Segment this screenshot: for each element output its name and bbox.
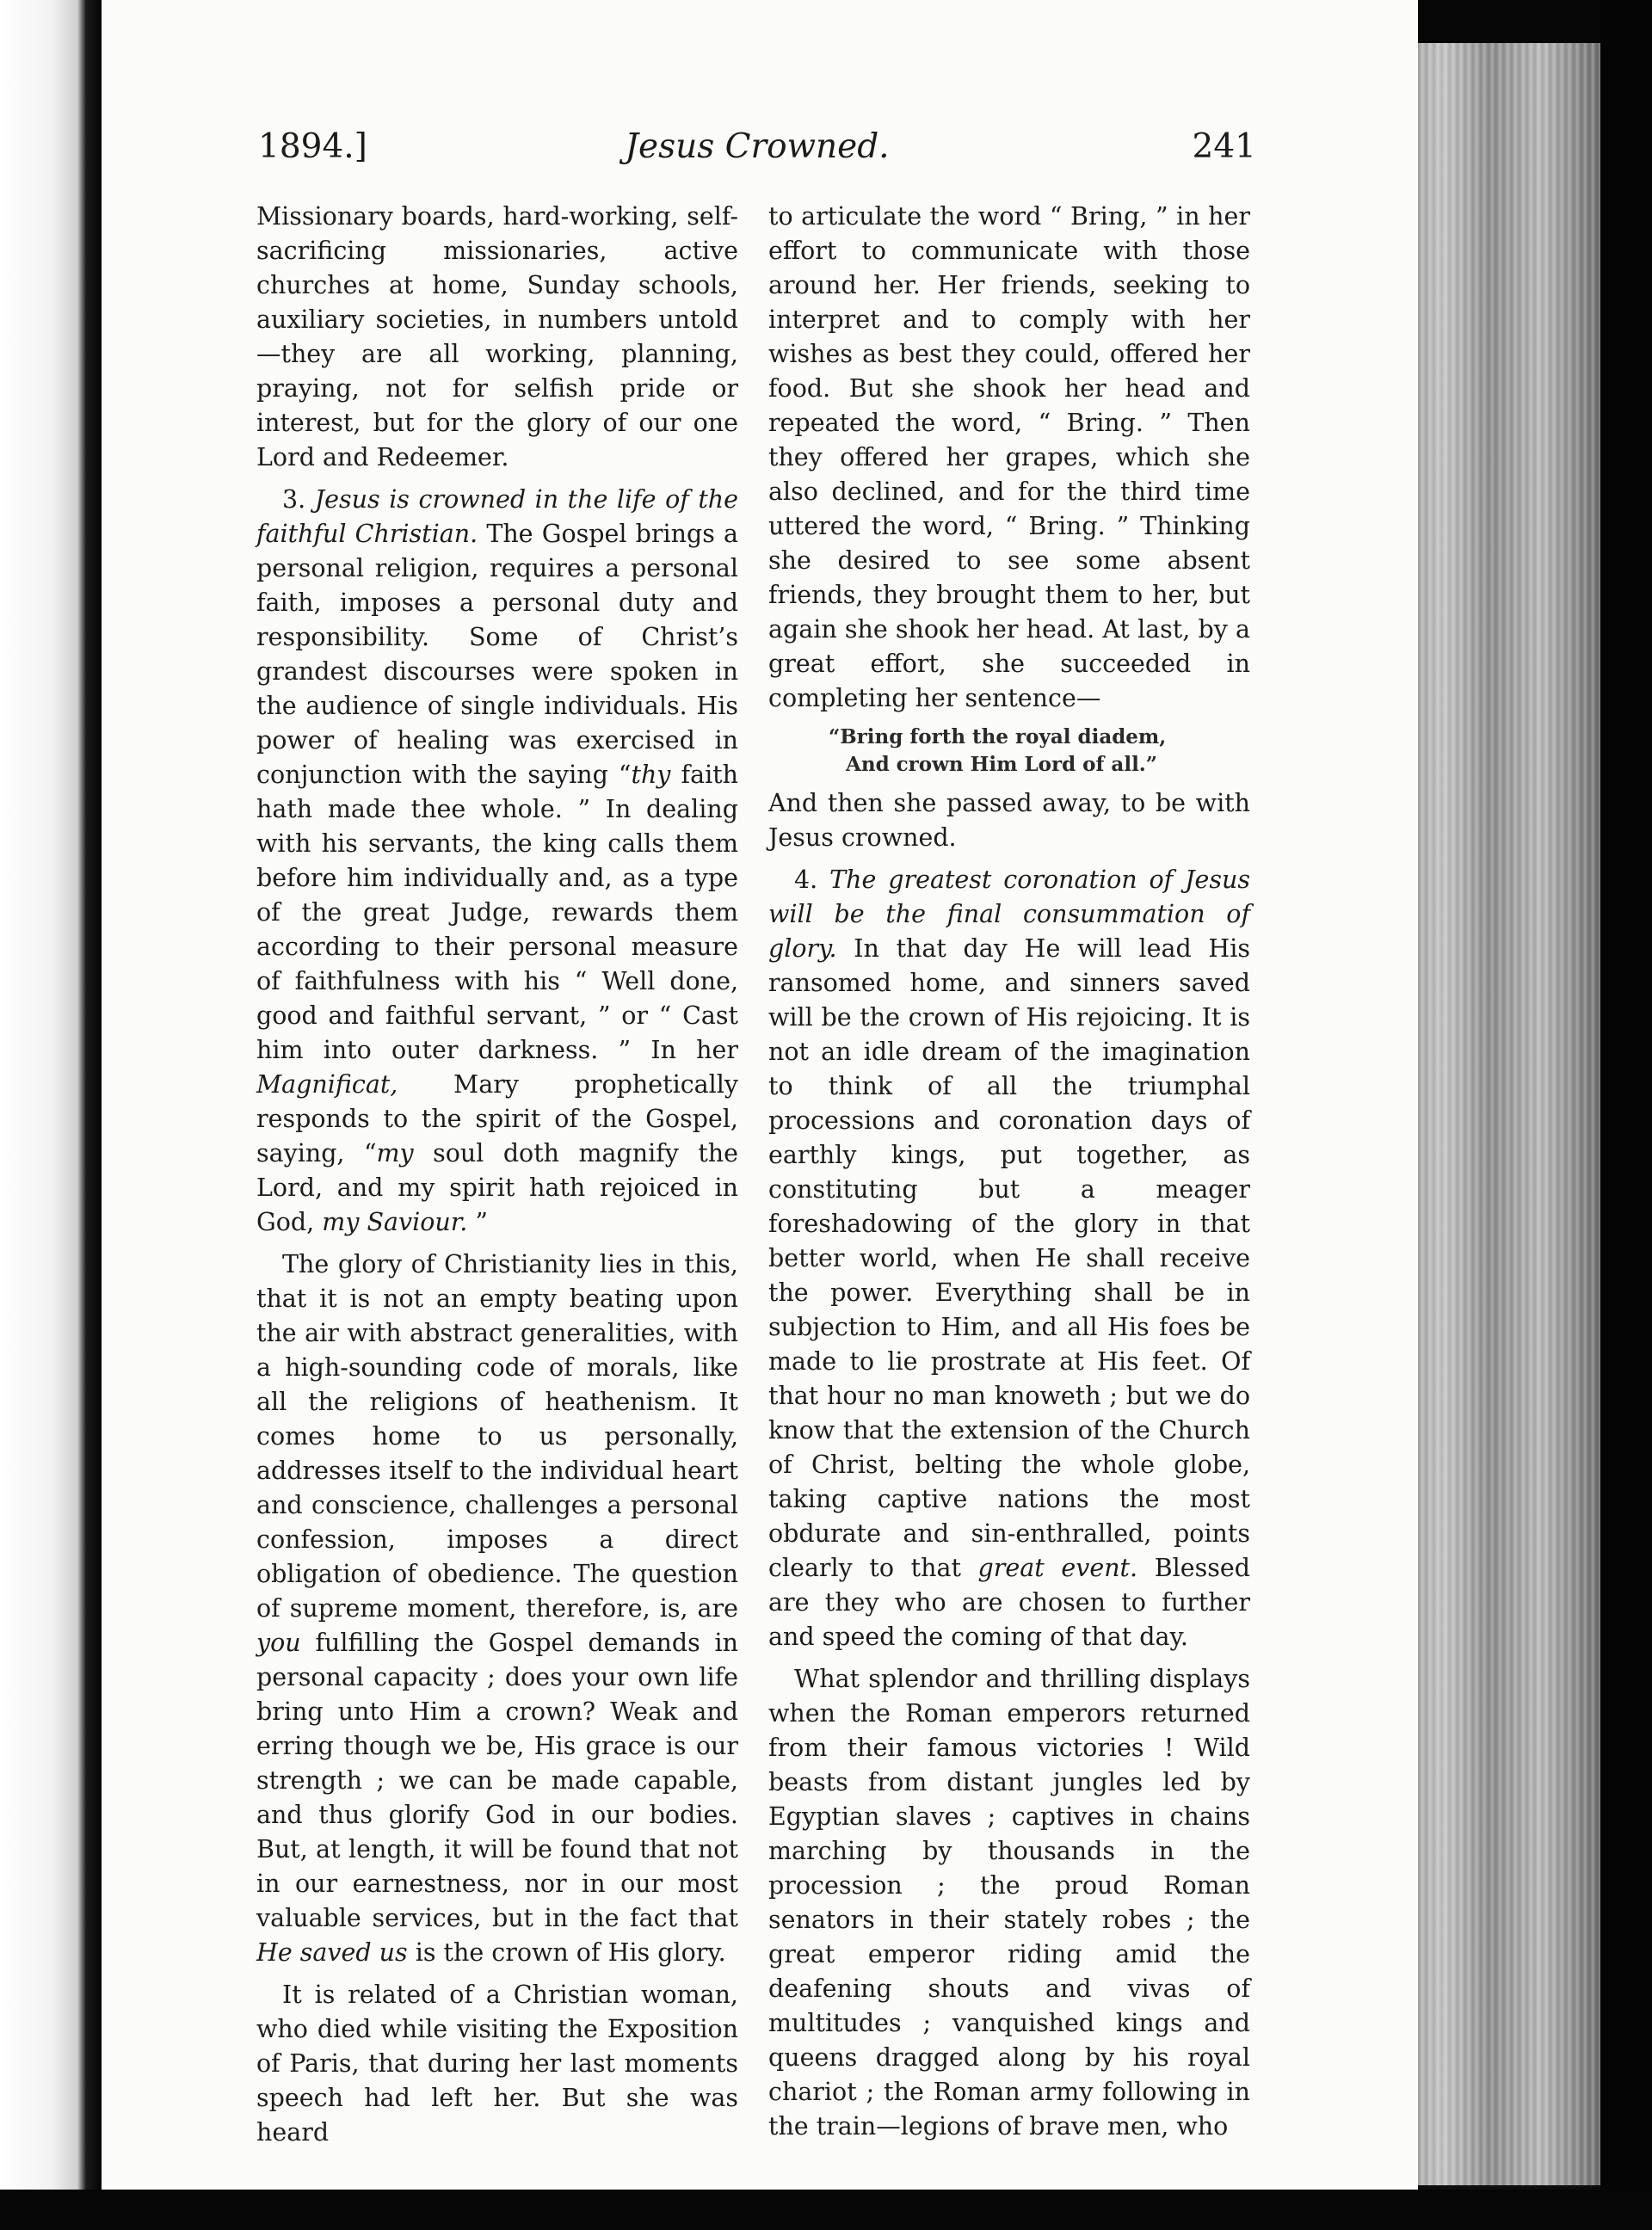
text-run: It is related of a Christian woman, who died while visiting the Exposition of Paris, that during her last moments speech had left her. But she was heard: [256, 1981, 738, 2147]
text-run: soul doth magnify the Lord, and my spirit hath rejoiced in God,: [256, 1139, 738, 1236]
italic-phrase: my: [376, 1139, 414, 1167]
text-run: In that day He will lead His ransomed home, and sinners saved will be the crown of His rejoicing. It is not an idle dream of the imagination to think of all the triumphal processions and coronation days of earthly kings, put together, as constituting but a meager foreshadowing of the glory in that better world, when He shall receive the power. Everything shall be in subjection to Him, and all His foes be made to lie prostrate at His feet. Of that hour no man knoweth ; but we do know that the extension of the Church of Christ, belting the whole globe, taking captive nations the most obdurate and sin-enthralled, points clearly to that: [768, 934, 1250, 1582]
book-page-edges: [1402, 43, 1600, 2185]
text-run: Mary prophetically responds to the spirit of the Gospel, saying, “: [256, 1070, 738, 1167]
italic-phrase: great event.: [977, 1554, 1138, 1582]
text-run: to articulate the word “ Bring, ” in her effort to communicate with those around her. Her friends, seeking to interpret and to comply with her wishes as best they could, offered her food. But she shook her head and repeated the word, “ Bring. ” Then they offered her grapes, which she also declined, and for the third time uttered the word, “ Bring. ” Thinking she desired to see some absent friends, they brought them to her, but again she shook her head. At last, by a great effort, she succeeded in completing her sentence—: [768, 202, 1250, 712]
italic-phrase: He saved us: [256, 1938, 408, 1967]
paragraph: [256, 200, 738, 475]
running-header: [258, 127, 1256, 179]
scan-left-border: [0, 0, 102, 2230]
text-run: 3.: [282, 485, 315, 514]
text-run: 4.: [794, 866, 830, 894]
text-run: The glory of Christianity lies in this, that it is not an empty beating upon the air with abstract generalities, with a high-sounding code of morals, like all the religions of heathenism. It comes home to us personally, addresses itself to the individual heart and conscience, challenges a personal confession, imposes a direct obligation of obedience. The question of supreme moment, therefore, is, are: [256, 1250, 738, 1623]
left-text-column: [256, 200, 738, 2158]
paragraph: [256, 1978, 738, 2150]
paragraph: [768, 1662, 1250, 2144]
verse-line: And crown Him Lord of all.”: [846, 753, 1158, 776]
text-run: What splendor and thrilling displays when the Roman emperors returned from their famous victories ! Wild beasts from distant jungles led by Egyptian slaves ; captives in chains marching by thousands in the procession ; the proud Roman senators in their stately robes ; the great emperor riding amid the deafening shouts and vivas of multitudes ; vanquished kings and queens dragged along by his royal chariot ; the Roman army following in the train—legions of brave men, who: [768, 1665, 1250, 2141]
verse-line: “Bring forth the royal diadem,: [829, 725, 1167, 748]
header-year: 1894.]: [258, 127, 367, 166]
italic-phrase: thy: [631, 761, 671, 789]
text-run: The Gospel brings a personal religion, requires a personal faith, imposes a personal duty and responsibility. Some of Christ’s grandest discourses were spoken in the audience of single individuals. His power of healing was exercised in conjunction with the saying “: [256, 520, 738, 789]
italic-phrase: Magnificat,: [256, 1070, 398, 1099]
text-run: is the crown of His glory.: [407, 1938, 726, 1967]
scan-bottom-border: [0, 2190, 1652, 2230]
text-run: ”: [467, 1208, 488, 1236]
paragraph: [256, 1247, 738, 1970]
page-number: 241: [1192, 127, 1256, 166]
text-run: faith hath made thee whole. ” In dealing with his servants, the king calls them before him individually and, as a type of the great Judge, rewards them according to their personal measure of faithfulness with his “ Well done, good and faithful servant, ” or “ Cast him into outer darkness. ” In her: [256, 761, 738, 1064]
italic-phrase: you: [256, 1629, 301, 1657]
text-run: Blessed are they who are chosen to further and speed the coming of that day.: [768, 1554, 1250, 1651]
italic-phrase: The greatest coronation of Jesus will be the final consummation of glory.: [768, 866, 1250, 963]
hymn-quotation: [768, 724, 1250, 779]
text-run: And then she passed away, to be with Jesus crowned.: [768, 789, 1250, 852]
paragraph: [768, 786, 1250, 855]
header-title: Jesus Crowned.: [625, 127, 890, 166]
scan-right-border: [1600, 0, 1652, 2230]
paragraph: [768, 200, 1250, 716]
text-run: fulfilling the Gospel demands in personal capacity ; does your own life bring unto Him a crown? Weak and erring though we be, His grace is our strength ; we can be made capable, and thus glorify God in our bodies. But, at length, it will be found that not in our earnestness, nor in our most valuable services, but in the fact that: [256, 1629, 738, 1932]
text-run: Missionary boards, hard-working, self-sacrificing missionaries, active churches at home, Sunday schools, auxiliary societies, in numbers untold—they are all working, planning, praying, not for selfish pride or interest, but for the glory of our one Lord and Redeemer.: [256, 202, 738, 471]
italic-phrase: my Saviour.: [322, 1208, 468, 1236]
right-text-column: [768, 200, 1250, 2152]
paragraph: [256, 483, 738, 1240]
italic-phrase: Jesus is crowned in the life of the faithful Christian.: [256, 485, 738, 548]
paragraph: [768, 863, 1250, 1654]
